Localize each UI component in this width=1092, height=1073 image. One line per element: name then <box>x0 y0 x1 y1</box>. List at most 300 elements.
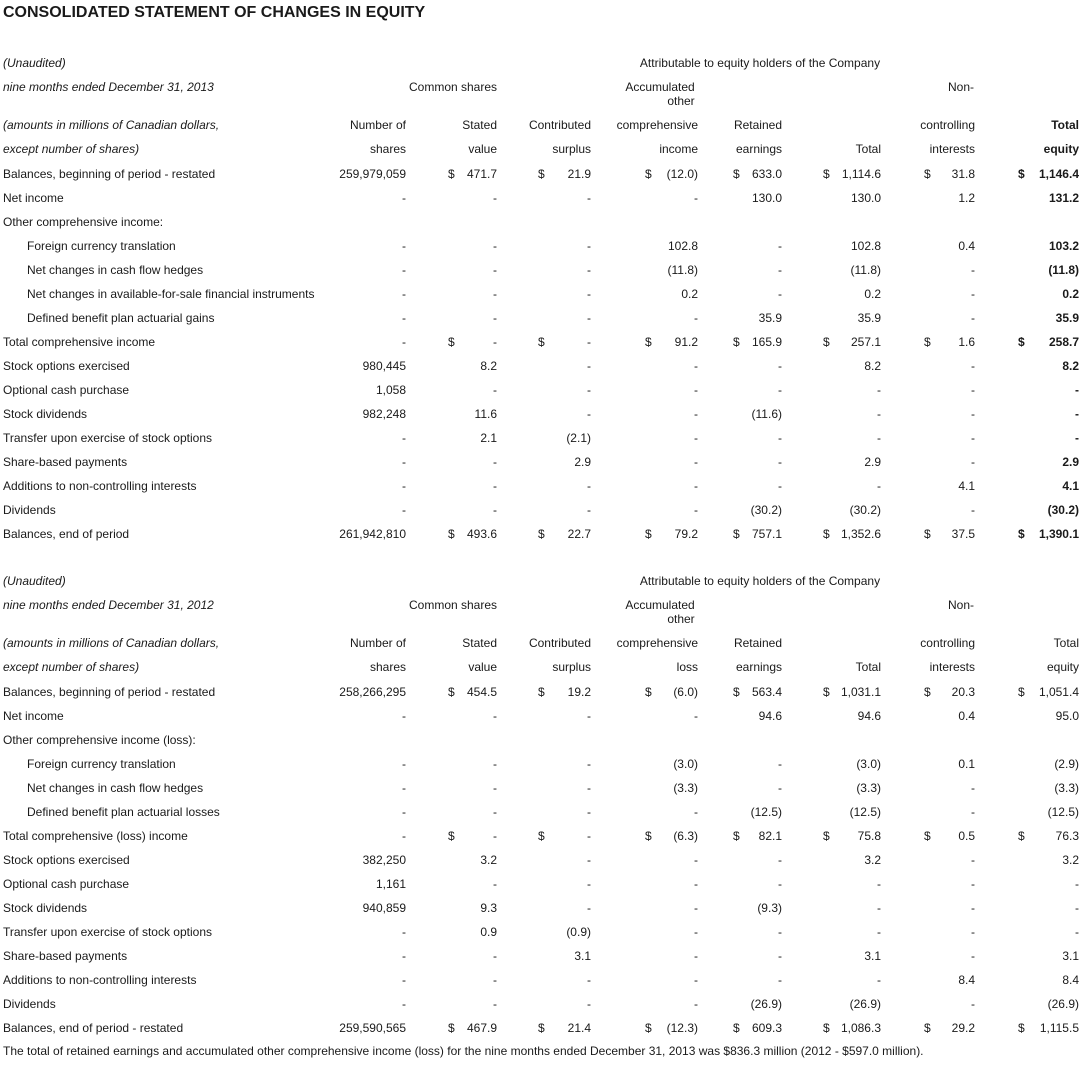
table-cell: 382,250 <box>362 853 406 867</box>
table-cell: 3.1 <box>864 949 881 963</box>
accumulated-header: Accumulated <box>625 598 695 612</box>
table-cell: 21.4 <box>567 1021 591 1035</box>
table-cell: - <box>493 877 497 891</box>
dollar-sign: $ <box>823 1021 830 1035</box>
table-cell: 1.2 <box>958 191 975 205</box>
column-header: earnings <box>735 660 782 674</box>
table-cell: 91.2 <box>674 335 698 349</box>
table-cell: - <box>694 997 698 1011</box>
table-cell: 75.8 <box>857 829 881 843</box>
table-cell: - <box>587 877 591 891</box>
table-cell: - <box>402 431 406 445</box>
table-cell: 82.1 <box>758 829 782 843</box>
table-cell: 76.3 <box>1055 829 1079 843</box>
table-cell: 79.2 <box>674 527 698 541</box>
table-cell: 0.2 <box>864 287 881 301</box>
dollar-sign: $ <box>1018 1021 1025 1035</box>
dollar-sign: $ <box>1018 527 1025 541</box>
table-cell: - <box>971 877 975 891</box>
common-shares-header: Common shares <box>408 80 498 94</box>
row-label: Other comprehensive income: <box>3 215 164 229</box>
table-cell: - <box>877 479 881 493</box>
table-cell: - <box>971 407 975 421</box>
table-cell: 2.1 <box>480 431 497 445</box>
table-cell: - <box>402 503 406 517</box>
table-cell: - <box>1075 901 1079 915</box>
dollar-sign: $ <box>823 335 830 349</box>
dollar-sign: $ <box>538 829 545 843</box>
table-cell: (3.0) <box>673 757 698 771</box>
non-header: Non- <box>947 80 975 94</box>
table-cell: 261,942,810 <box>339 527 406 541</box>
attributable-header: Attributable to equity holders of the Company <box>639 574 881 588</box>
table-cell: (6.0) <box>673 685 698 699</box>
table-cell: - <box>493 829 497 843</box>
table-cell: 2.9 <box>1062 455 1079 469</box>
accumulated-other-header: other <box>667 612 695 626</box>
table-cell: - <box>694 949 698 963</box>
table-cell: 8.4 <box>958 973 975 987</box>
column-header: comprehensive <box>616 636 698 650</box>
table-cell: (3.3) <box>1054 781 1079 795</box>
table-cell: (3.3) <box>856 781 881 795</box>
table-cell: - <box>694 191 698 205</box>
table-cell: - <box>1075 431 1079 445</box>
dollar-sign: $ <box>924 335 931 349</box>
column-header: Retained <box>733 636 782 650</box>
table-cell: - <box>1075 925 1079 939</box>
row-label: Transfer upon exercise of stock options <box>3 925 212 939</box>
table-cell: 21.9 <box>567 167 591 181</box>
table-cell: (26.9) <box>849 997 881 1011</box>
column-header: Stated <box>462 636 497 650</box>
column-header: shares <box>369 660 406 674</box>
table-cell: 982,248 <box>362 407 406 421</box>
table-cell: 130.0 <box>751 191 782 205</box>
table-cell: 0.5 <box>958 829 975 843</box>
table-cell: 0.2 <box>681 287 698 301</box>
row-label: Optional cash purchase <box>3 877 130 891</box>
table-cell: - <box>587 287 591 301</box>
row-label: Balances, end of period - restated <box>3 1021 184 1035</box>
table-cell: 0.2 <box>1062 287 1079 301</box>
dollar-sign: $ <box>823 685 830 699</box>
table-cell: (11.8) <box>850 263 881 277</box>
table-cell: (0.9) <box>566 925 591 939</box>
dollar-sign: $ <box>733 1021 740 1035</box>
table-cell: - <box>1075 383 1079 397</box>
period-label: nine months ended December 31, 2012 <box>3 598 214 612</box>
table-cell: 35.9 <box>758 311 782 325</box>
table-cell: 633.0 <box>751 167 782 181</box>
table-cell: - <box>493 757 497 771</box>
table-cell: 94.6 <box>758 709 782 723</box>
table-cell: 11.6 <box>474 407 497 421</box>
dollar-sign: $ <box>448 1021 455 1035</box>
table-cell: 0.9 <box>480 925 497 939</box>
table-cell: 980,445 <box>362 359 406 373</box>
row-label: Stock dividends <box>3 901 88 915</box>
table-cell: 3.1 <box>1062 949 1079 963</box>
table-cell: - <box>587 407 591 421</box>
row-label: Net income <box>3 191 64 205</box>
dollar-sign: $ <box>924 1021 931 1035</box>
table-cell: 2.9 <box>574 455 591 469</box>
unaudited-label: (Unaudited) <box>3 574 66 588</box>
table-cell: - <box>694 359 698 373</box>
table-cell: (26.9) <box>1047 997 1079 1011</box>
table-cell: - <box>587 263 591 277</box>
table-cell: - <box>587 503 591 517</box>
table-cell: - <box>694 407 698 421</box>
table-cell: - <box>877 407 881 421</box>
dollar-sign: $ <box>924 829 931 843</box>
row-label: Total comprehensive income <box>3 335 156 349</box>
table-cell: 31.8 <box>951 167 975 181</box>
table-cell: (26.9) <box>750 997 782 1011</box>
column-header: comprehensive <box>616 118 698 132</box>
table-cell: 258,266,295 <box>339 685 406 699</box>
column-header: interests <box>929 142 975 156</box>
table-cell: 102.8 <box>667 239 698 253</box>
table-cell: 454.5 <box>466 685 497 699</box>
table-cell: - <box>587 829 591 843</box>
table-cell: 20.3 <box>951 685 975 699</box>
table-cell: (2.1) <box>566 431 591 445</box>
row-label: Other comprehensive income (loss): <box>3 733 196 747</box>
table-cell: (11.8) <box>1048 263 1079 277</box>
table-cell: - <box>587 973 591 987</box>
dollar-sign: $ <box>645 167 652 181</box>
row-label: Balances, end of period <box>3 527 130 541</box>
table-cell: - <box>402 335 406 349</box>
table-cell: 8.2 <box>480 359 497 373</box>
dollar-sign: $ <box>448 335 455 349</box>
column-header: earnings <box>735 142 782 156</box>
table-cell: - <box>402 191 406 205</box>
column-header: equity <box>1046 660 1079 674</box>
table-cell: 2.9 <box>864 455 881 469</box>
table-cell: (30.2) <box>849 503 881 517</box>
table-cell: 609.3 <box>751 1021 782 1035</box>
table-cell: - <box>493 383 497 397</box>
table-cell: - <box>694 925 698 939</box>
column-header: value <box>468 142 497 156</box>
table-cell: - <box>694 805 698 819</box>
table-cell: 29.2 <box>951 1021 975 1035</box>
column-header: controlling <box>920 118 975 132</box>
table-cell: - <box>778 949 782 963</box>
table-cell: (3.3) <box>673 781 698 795</box>
table-cell: - <box>971 805 975 819</box>
table-cell: - <box>971 431 975 445</box>
column-header: Contributed <box>528 636 591 650</box>
table-cell: 1,161 <box>375 877 406 891</box>
table-cell: 131.2 <box>1048 191 1079 205</box>
table-cell: - <box>778 263 782 277</box>
table-cell: - <box>402 781 406 795</box>
table-cell: - <box>694 455 698 469</box>
table-cell: - <box>493 479 497 493</box>
row-label: Share-based payments <box>3 949 128 963</box>
table-cell: 8.2 <box>864 359 881 373</box>
column-header: Retained <box>733 118 782 132</box>
table-cell: - <box>778 383 782 397</box>
row-label: Stock dividends <box>3 407 88 421</box>
accumulated-other-header: other <box>667 94 695 108</box>
dollar-sign: $ <box>924 167 931 181</box>
table-cell: 757.1 <box>751 527 782 541</box>
table-cell: - <box>694 709 698 723</box>
row-label: Stock options exercised <box>3 359 130 373</box>
dollar-sign: $ <box>448 527 455 541</box>
dollar-sign: $ <box>733 167 740 181</box>
table-cell: - <box>402 455 406 469</box>
amounts-note-2: except number of shares) <box>3 142 140 156</box>
table-cell: - <box>971 287 975 301</box>
common-shares-header: Common shares <box>408 598 498 612</box>
table-cell: - <box>402 479 406 493</box>
column-header: Total <box>1051 118 1079 132</box>
row-label: Net changes in available-for-sale financial instruments <box>27 287 315 301</box>
table-cell: 35.9 <box>857 311 881 325</box>
table-cell: 1,352.6 <box>840 527 881 541</box>
table-cell: - <box>877 877 881 891</box>
table-cell: (6.3) <box>673 829 698 843</box>
dollar-sign: $ <box>733 829 740 843</box>
table-cell: 493.6 <box>466 527 497 541</box>
dollar-sign: $ <box>823 527 830 541</box>
table-cell: (30.2) <box>1047 503 1079 517</box>
dollar-sign: $ <box>1018 167 1025 181</box>
table-cell: 1,086.3 <box>840 1021 881 1035</box>
table-cell: 0.4 <box>958 239 975 253</box>
table-cell: 258.7 <box>1048 335 1079 349</box>
table-cell: - <box>694 853 698 867</box>
table-cell: 257.1 <box>850 335 881 349</box>
table-cell: 8.2 <box>1062 359 1079 373</box>
table-cell: - <box>402 829 406 843</box>
table-cell: - <box>493 805 497 819</box>
accumulated-header: Accumulated <box>625 80 695 94</box>
row-label: Defined benefit plan actuarial losses <box>27 805 220 819</box>
row-label: Defined benefit plan actuarial gains <box>27 311 215 325</box>
table-cell: 102.8 <box>850 239 881 253</box>
table-cell: - <box>694 901 698 915</box>
table-cell: 37.5 <box>951 527 975 541</box>
row-label: Foreign currency translation <box>27 757 176 771</box>
table-cell: 259,979,059 <box>339 167 406 181</box>
row-label: Additions to non-controlling interests <box>3 479 197 493</box>
row-label: Dividends <box>3 503 56 517</box>
table-cell: - <box>778 973 782 987</box>
column-header: equity <box>1043 142 1079 156</box>
table-cell: - <box>587 383 591 397</box>
table-cell: - <box>493 949 497 963</box>
table-cell: 35.9 <box>1055 311 1079 325</box>
table-cell: (2.9) <box>1054 757 1079 771</box>
table-cell: 259,590,565 <box>339 1021 406 1035</box>
period-label: nine months ended December 31, 2013 <box>3 80 214 94</box>
dollar-sign: $ <box>645 527 652 541</box>
column-header: Stated <box>462 118 497 132</box>
table-cell: 0.4 <box>958 709 975 723</box>
table-cell: - <box>587 805 591 819</box>
row-label: Net income <box>3 709 64 723</box>
table-cell: - <box>971 263 975 277</box>
dollar-sign: $ <box>733 335 740 349</box>
column-header: value <box>468 660 497 674</box>
table-cell: - <box>587 781 591 795</box>
dollar-sign: $ <box>448 167 455 181</box>
table-cell: (12.5) <box>849 805 881 819</box>
table-cell: - <box>971 853 975 867</box>
table-cell: - <box>493 335 497 349</box>
table-cell: - <box>778 853 782 867</box>
table-cell: - <box>402 311 406 325</box>
dollar-sign: $ <box>538 167 545 181</box>
dollar-sign: $ <box>538 685 545 699</box>
table-cell: 22.7 <box>567 527 591 541</box>
table-cell: - <box>877 973 881 987</box>
row-label: Net changes in cash flow hedges <box>27 781 204 795</box>
table-cell: - <box>1075 407 1079 421</box>
column-header: interests <box>929 660 975 674</box>
amounts-note: (amounts in millions of Canadian dollars, <box>3 636 220 650</box>
table-cell: (30.2) <box>750 503 782 517</box>
table-cell: - <box>694 877 698 891</box>
row-label: Foreign currency translation <box>27 239 176 253</box>
table-cell: - <box>971 455 975 469</box>
dollar-sign: $ <box>448 685 455 699</box>
dollar-sign: $ <box>1018 685 1025 699</box>
column-header: surplus <box>552 660 591 674</box>
row-label: Stock options exercised <box>3 853 130 867</box>
table-cell: - <box>971 311 975 325</box>
table-cell: - <box>778 431 782 445</box>
table-cell: - <box>778 239 782 253</box>
table-cell: 1,115.5 <box>1039 1021 1079 1035</box>
table-cell: - <box>778 287 782 301</box>
table-cell: 4.1 <box>1062 479 1079 493</box>
table-cell: 3.1 <box>574 949 591 963</box>
column-header: Total <box>855 660 881 674</box>
row-label: Transfer upon exercise of stock options <box>3 431 212 445</box>
table-cell: (3.0) <box>856 757 881 771</box>
table-cell: (12.5) <box>1047 805 1079 819</box>
table-cell: 3.2 <box>1062 853 1079 867</box>
table-cell: - <box>1075 877 1079 891</box>
table-cell: - <box>778 479 782 493</box>
table-cell: - <box>402 805 406 819</box>
row-label: Additions to non-controlling interests <box>3 973 197 987</box>
row-label: Total comprehensive (loss) income <box>3 829 188 843</box>
unaudited-label: (Unaudited) <box>3 56 66 70</box>
table-cell: - <box>587 901 591 915</box>
table-cell: - <box>971 949 975 963</box>
table-cell: - <box>587 757 591 771</box>
dollar-sign: $ <box>538 527 545 541</box>
table-cell: - <box>971 925 975 939</box>
dollar-sign: $ <box>733 685 740 699</box>
table-cell: - <box>587 853 591 867</box>
table-cell: 1.6 <box>958 335 975 349</box>
table-cell: 940,859 <box>362 901 406 915</box>
table-cell: 103.2 <box>1048 239 1079 253</box>
table-cell: (9.3) <box>757 901 782 915</box>
column-header: income <box>659 142 698 156</box>
column-header: surplus <box>552 142 591 156</box>
table-cell: - <box>778 359 782 373</box>
table-cell: - <box>493 455 497 469</box>
table-cell: (11.8) <box>667 263 698 277</box>
dollar-sign: $ <box>645 1021 652 1035</box>
dollar-sign: $ <box>823 829 830 843</box>
table-cell: 1,058 <box>375 383 406 397</box>
table-cell: - <box>971 503 975 517</box>
table-cell: - <box>493 191 497 205</box>
table-cell: - <box>402 757 406 771</box>
table-cell: (12.0) <box>666 167 698 181</box>
table-cell: - <box>587 359 591 373</box>
table-cell: - <box>493 503 497 517</box>
dollar-sign: $ <box>645 685 652 699</box>
table-cell: 8.4 <box>1062 973 1079 987</box>
table-cell: - <box>587 997 591 1011</box>
table-cell: - <box>971 781 975 795</box>
table-cell: 94.6 <box>857 709 881 723</box>
non-header: Non- <box>947 598 975 612</box>
column-header: shares <box>369 142 406 156</box>
column-header: loss <box>676 660 698 674</box>
table-cell: 471.7 <box>466 167 497 181</box>
table-cell: - <box>587 479 591 493</box>
row-label: Balances, beginning of period - restated <box>3 167 216 181</box>
table-cell: - <box>778 877 782 891</box>
row-label: Optional cash purchase <box>3 383 130 397</box>
table-cell: - <box>587 709 591 723</box>
dollar-sign: $ <box>924 685 931 699</box>
dollar-sign: $ <box>448 829 455 843</box>
table-cell: - <box>877 383 881 397</box>
table-cell: 467.9 <box>466 1021 497 1035</box>
table-cell: 3.2 <box>864 853 881 867</box>
column-header: Number of <box>349 118 406 132</box>
table-cell: - <box>493 973 497 987</box>
attributable-header: Attributable to equity holders of the Company <box>639 56 881 70</box>
table-cell: - <box>493 709 497 723</box>
row-label: Net changes in cash flow hedges <box>27 263 204 277</box>
dollar-sign: $ <box>823 167 830 181</box>
table-cell: - <box>778 757 782 771</box>
table-cell: - <box>587 335 591 349</box>
table-cell: - <box>493 781 497 795</box>
table-cell: - <box>694 503 698 517</box>
table-cell: - <box>402 287 406 301</box>
table-cell: 4.1 <box>958 479 975 493</box>
table-cell: 1,390.1 <box>1038 527 1079 541</box>
table-cell: - <box>402 239 406 253</box>
table-cell: (12.5) <box>750 805 782 819</box>
table-cell: - <box>877 431 881 445</box>
table-cell: - <box>694 479 698 493</box>
table-cell: - <box>493 311 497 325</box>
table-cell: - <box>971 997 975 1011</box>
dollar-sign: $ <box>645 335 652 349</box>
table-cell: - <box>778 455 782 469</box>
column-header: controlling <box>920 636 975 650</box>
row-label: Dividends <box>3 997 56 1011</box>
